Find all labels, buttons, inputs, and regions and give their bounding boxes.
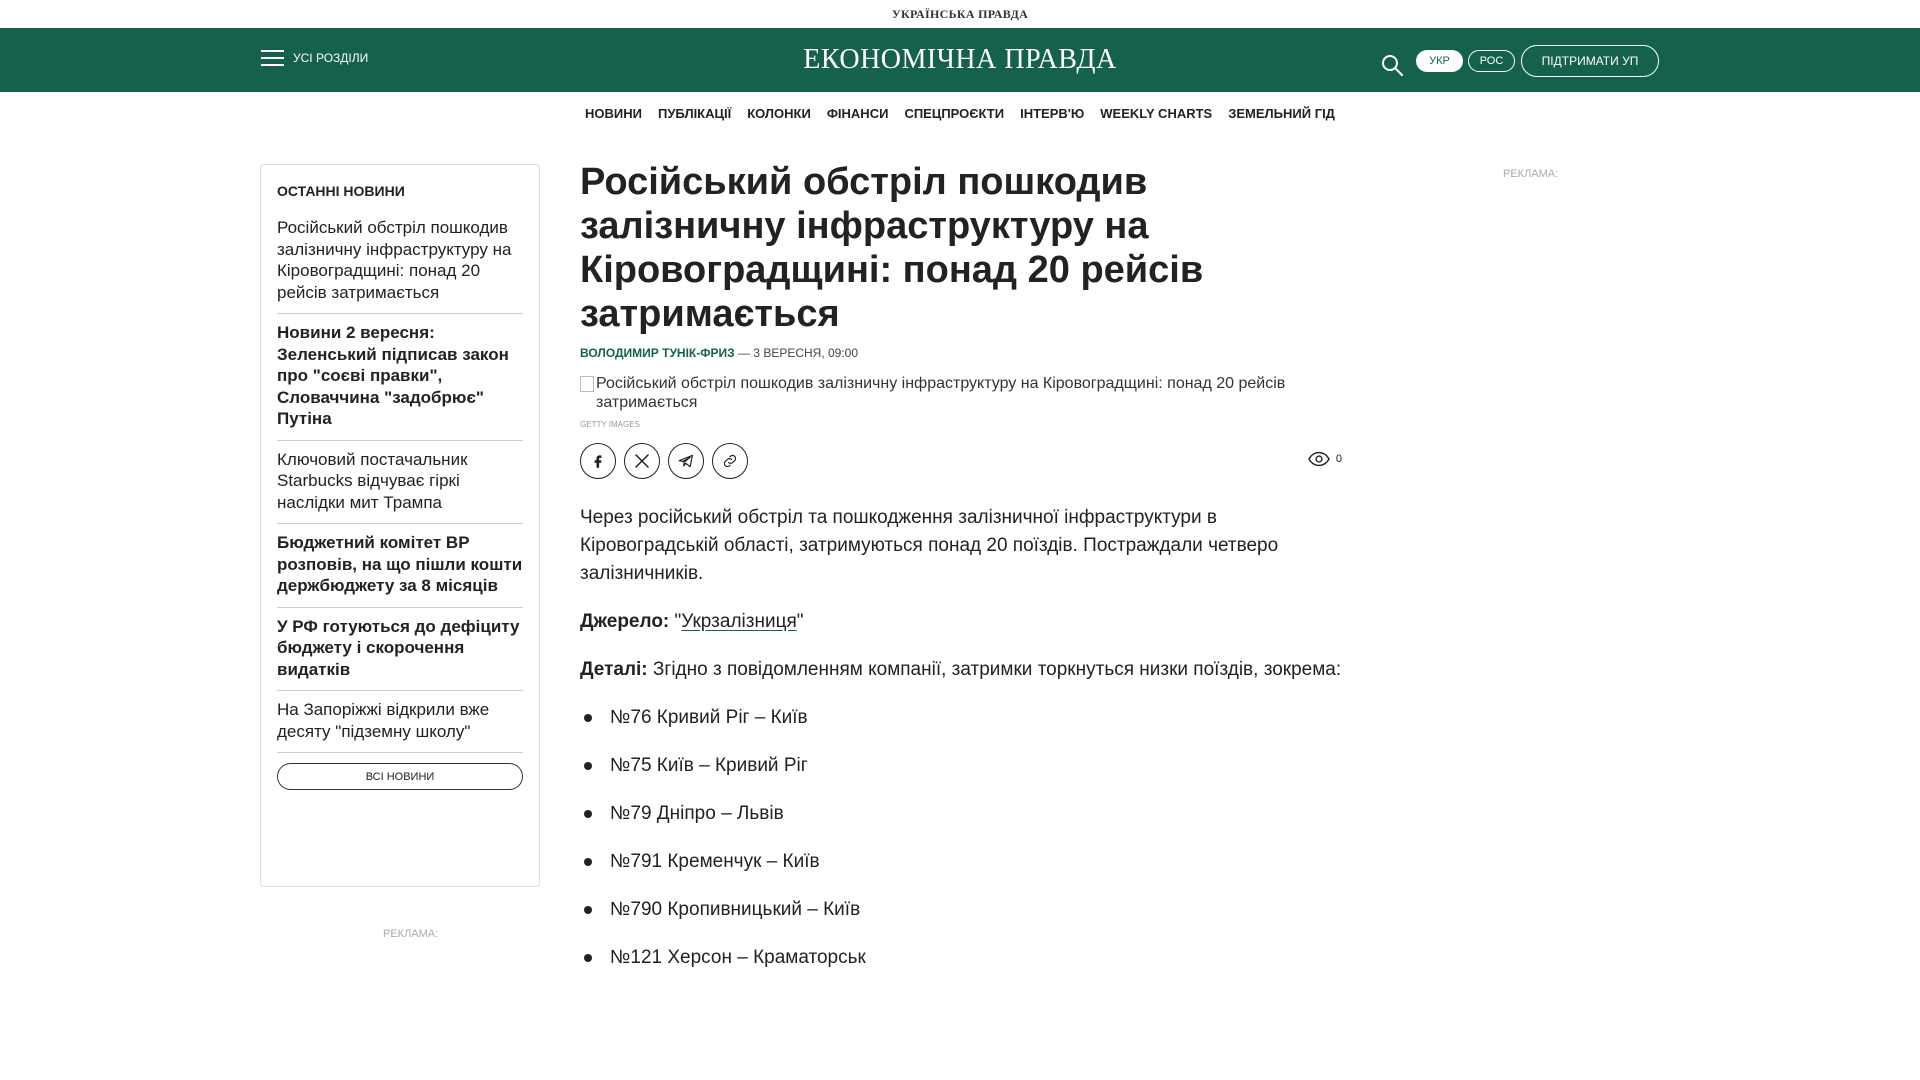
details-text: Згідно з повідомленням компанії, затримки торкнуться низки поїздів, зокрема: xyxy=(647,659,1342,680)
article-details xyxy=(580,656,1342,684)
search-icon[interactable] xyxy=(1380,53,1404,77)
latest-news-sidebar xyxy=(260,164,540,887)
views-count: 0 xyxy=(1335,453,1342,465)
nav-item-weekly-charts[interactable]: WEEKLY CHARTS xyxy=(1100,105,1213,121)
link-icon xyxy=(721,452,739,470)
broken-image-icon xyxy=(580,376,594,392)
eye-icon xyxy=(1308,451,1330,467)
share-x-button[interactable] xyxy=(624,443,660,479)
sidebar-news-item[interactable]: Ключовий постачальник Starbucks відчуває гіркі наслідки мит Трампа xyxy=(277,441,523,525)
list-item: №75 Київ – Кривий Ріг xyxy=(580,752,1342,780)
article xyxy=(580,160,1342,992)
ad-label-right: РЕКЛАМА: xyxy=(1503,168,1559,180)
sidebar-news-item[interactable]: Бюджетний комітет ВР розповів, на що пішли кошти держбюджету за 8 місяців xyxy=(277,524,523,608)
views-counter xyxy=(1308,451,1342,467)
nav-item-land-guide[interactable]: ЗЕМЕЛЬНИЙ ГІД xyxy=(1228,105,1335,121)
list-item: №121 Херсон – Краматорськ xyxy=(580,944,1342,972)
source-quote-close: " xyxy=(796,611,804,632)
author-link[interactable]: ВОЛОДИМИР ТУНІК-ФРИЗ xyxy=(580,346,735,360)
facebook-icon xyxy=(589,452,607,470)
source-label: Джерело: xyxy=(580,611,670,632)
sidebar-news-item[interactable]: Російський обстріл пошкодив залізничну інфраструктуру на Кіровоградщині: понад 20 рейсів затримається xyxy=(277,209,523,314)
article-image xyxy=(580,374,1342,412)
nav-item-finance[interactable]: ФІНАНСИ xyxy=(826,105,889,121)
ukrainska-pravda-logo[interactable]: УКРАЇНСЬКА ПРАВДА xyxy=(891,6,1029,21)
site-logo[interactable]: ЕКОНОМІЧНА ПРАВДА xyxy=(803,44,1117,75)
list-item: №791 Кременчук – Київ xyxy=(580,848,1342,876)
share-telegram-button[interactable] xyxy=(668,443,704,479)
main-nav xyxy=(0,92,1920,134)
list-item: №76 Кривий Ріг – Київ xyxy=(580,704,1342,732)
all-news-button[interactable]: ВСІ НОВИНИ xyxy=(277,763,523,790)
trains-list xyxy=(580,704,1342,972)
support-button[interactable]: ПІДТРИМАТИ УП xyxy=(1521,45,1659,77)
copy-link-button[interactable] xyxy=(712,443,748,479)
bottom-mask xyxy=(0,996,1920,1080)
nav-item-columns[interactable]: КОЛОНКИ xyxy=(747,105,811,121)
nav-item-news[interactable]: НОВИНИ xyxy=(585,105,642,121)
menu-label: УСІ РОЗДІЛИ xyxy=(293,51,369,65)
source-link[interactable]: Укрзалізниця xyxy=(681,611,797,632)
top-bar xyxy=(0,0,1920,28)
image-credit: GETTY IMAGES xyxy=(580,420,640,429)
share-row xyxy=(580,443,1342,479)
sidebar-news-item[interactable]: На Запоріжжі відкрили вже десяту "підземну школу" xyxy=(277,691,523,753)
lang-ukr-button[interactable]: УКР xyxy=(1416,50,1463,72)
source-quote-open: " xyxy=(669,611,682,632)
nav-item-interviews[interactable]: ІНТЕРВ'Ю xyxy=(1020,105,1085,121)
lang-ros-button[interactable]: РОС xyxy=(1468,50,1515,72)
x-icon xyxy=(633,452,651,470)
share-facebook-button[interactable] xyxy=(580,443,616,479)
sidebar-news-item[interactable]: У РФ готуються до дефіциту бюджету і скорочення видатків xyxy=(277,608,523,692)
sidebar-news-item[interactable]: Новини 2 вересня: Зеленський підписав закон про "соєві правки", Словаччина "задобрює" Путіна xyxy=(277,314,523,441)
article-byline xyxy=(580,346,1342,360)
nav-item-publications[interactable]: ПУБЛІКАЦІЇ xyxy=(658,105,732,121)
sidebar-title: ОСТАННІ НОВИНИ xyxy=(277,183,405,199)
article-body xyxy=(580,504,1342,972)
list-item: №79 Дніпро – Львів xyxy=(580,800,1342,828)
publish-date: — 3 ВЕРЕСНЯ, 09:00 xyxy=(734,346,859,360)
article-title: Російський обстріл пошкодив залізничну інфраструктуру на Кіровоградщині: понад 20 рейсів затримається xyxy=(580,161,1204,335)
article-source xyxy=(580,608,1342,636)
article-lead: Через російський обстріл та пошкодження залізничної інфраструктури в Кіровоградській області, затримуються понад 20 поїздів. Постраждали четверо залізничників. xyxy=(580,507,1279,584)
details-label: Деталі: xyxy=(580,659,648,680)
telegram-icon xyxy=(677,452,695,470)
site-header xyxy=(0,28,1920,92)
list-item: №790 Кропивницький – Київ xyxy=(580,896,1342,924)
nav-item-special-projects[interactable]: СПЕЦПРОЄКТИ xyxy=(904,105,1005,121)
article-image-alt: Російський обстріл пошкодив залізничну інфраструктуру на Кіровоградщині: понад 20 рейсів затримається xyxy=(596,375,1286,411)
ad-label-left: РЕКЛАМА: xyxy=(383,928,439,940)
